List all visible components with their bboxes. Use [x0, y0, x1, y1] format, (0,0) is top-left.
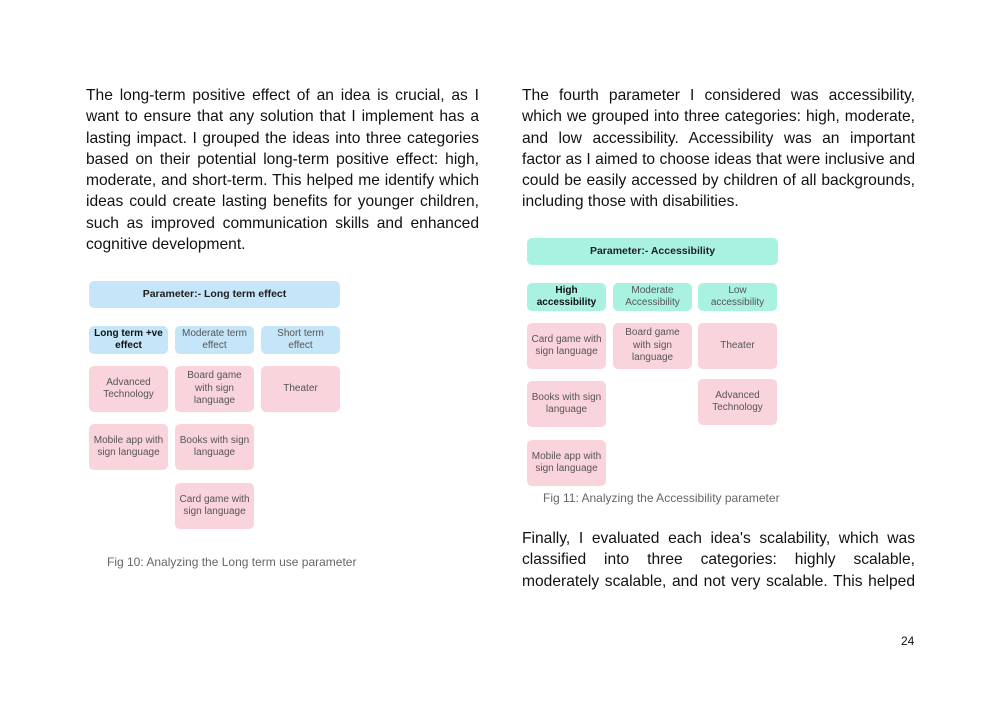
- fig11-card: Card game with sign language: [527, 323, 606, 369]
- fig10-card: Books with sign language: [175, 424, 254, 470]
- fig11-caption: Fig 11: Analyzing the Accessibility parameter: [543, 491, 780, 505]
- fig10-header-long-term: Long term +ve effect: [89, 326, 168, 354]
- fig11-header-high: High accessibility: [527, 283, 606, 311]
- fig11-card: Mobile app with sign language: [527, 440, 606, 486]
- fig10-caption: Fig 10: Analyzing the Long term use parameter: [107, 555, 357, 569]
- fig10-card: Advanced Technology: [89, 366, 168, 412]
- fig10-header-short-term: Short term effect: [261, 326, 340, 354]
- fig11-header-moderate: Moderate Accessibility: [613, 283, 692, 311]
- long-term-paragraph: The long-term positive effect of an idea is crucial, as I want to ensure that any solution that I implement has a lasting impact. I grouped the ideas into three categories based on their potential long-term positive effect: high, moderate, and short-term. This helped me identify which ideas could create lasting benefits for younger children, such as improved communication skills and enhanced cognitive development.: [86, 87, 479, 254]
- fig11-card: Advanced Technology: [698, 379, 777, 425]
- fig10-header-moderate-term: Moderate term effect: [175, 326, 254, 354]
- fig10-card: Theater: [261, 366, 340, 412]
- fig10-card: Board game with sign language: [175, 366, 254, 412]
- scalability-paragraph: Finally, I evaluated each idea's scalability, which was classified into three categories: highly scalable, moderately scalable, and not very scalable. This helped: [522, 530, 915, 590]
- fig11-header-low: Low accessibility: [698, 283, 777, 311]
- page-number: 24: [901, 634, 915, 648]
- fig10-card: Mobile app with sign language: [89, 424, 168, 470]
- accessibility-paragraph: The fourth parameter I considered was accessibility, which we grouped into three categories: high, moderate, and low accessibility. Accessibility was an important factor as I aimed to choose ideas that were inclusive and could be easily accessed by children of all backgrounds, including those with disabilities.: [522, 87, 915, 211]
- fig10-title: Parameter:- Long term effect: [89, 281, 340, 308]
- fig11-card: Books with sign language: [527, 381, 606, 427]
- fig10-card: Card game with sign language: [175, 483, 254, 529]
- fig11-card: Board game with sign language: [613, 323, 692, 369]
- fig11-title: Parameter:- Accessibility: [527, 238, 778, 265]
- fig11-card: Theater: [698, 323, 777, 369]
